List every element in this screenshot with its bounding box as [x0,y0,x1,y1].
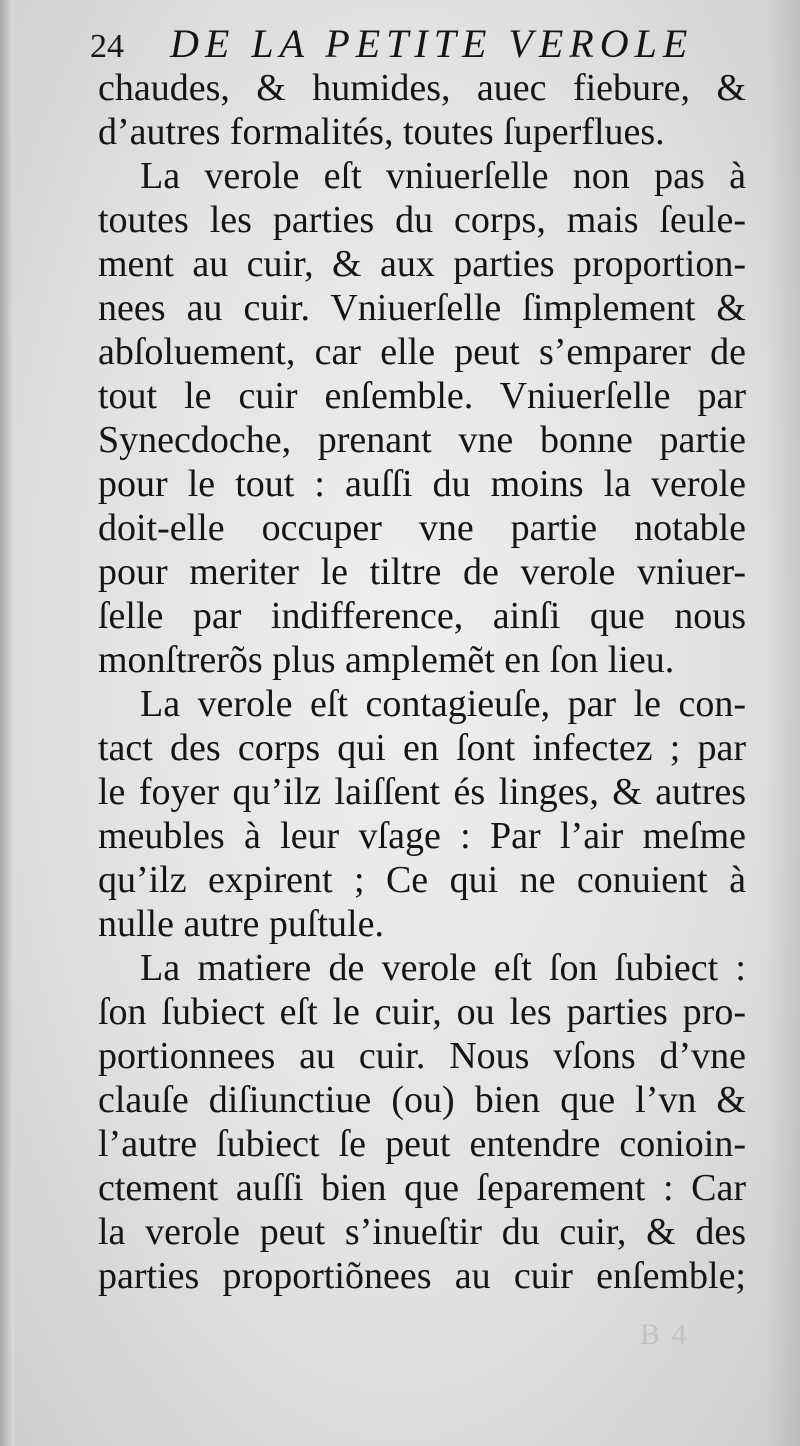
text-line: la verole peut s’inueſtir du cuir, & des [98,1211,746,1253]
text-line: La verole eſt vniuerſelle non pas à [140,155,746,197]
text-line: l’autre ſubiect ſe peut entendre conioin- [98,1123,746,1165]
text-line: nees au cuir. Vniuerſelle ſimplement & [98,287,746,329]
page-number: 24 [90,28,124,65]
text-line: doit-elle occuper vne partie notable [98,507,746,549]
text-line: ſelle par indifference, ainſi que nous [98,595,746,637]
text-line: La matiere de verole eſt ſon ſubiect : [140,947,746,989]
text-line: portionnees au cuir. Nous vſons d’vne [98,1035,746,1077]
page-gutter-shadow [0,0,14,1446]
text-line: d’autres formalités, toutes ſuperflues. [98,111,665,153]
text-line: meubles à leur vſage : Par l’air meſme [98,815,746,857]
text-line: abſoluement, car elle peut s’emparer de [98,331,746,373]
text-line: nulle autre puſtule. [98,903,384,945]
text-line: clauſe diſiunctiue (ou) bien que l’vn & [98,1079,746,1121]
body-text [98,66,746,1298]
text-line: tout le cuir enſemble. Vniuerſelle par [98,375,746,417]
text-line: Synecdoche, prenant vne bonne partie [98,419,746,461]
text-line: tact des corps qui en ſont infectez ; par [98,727,746,769]
text-line: monſtrerõs plus amplemẽt en ſon lieu. [98,639,675,681]
text-line: parties proportiõnees au cuir enſemble; [98,1255,746,1297]
text-line: toutes les parties du corps, mais ſeule- [98,199,746,241]
text-line: pour meriter le tiltre de verole vniuer- [98,551,746,593]
page-edge-shadow [766,0,800,1446]
text-line: pour le tout : auſſi du moins la verole [98,463,746,505]
text-line: ment au cuir, & aux parties proportion- [98,243,746,285]
text-line: ctement auſſi bien que ſeparement : Car [98,1167,746,1209]
text-line: qu’ilz expirent ; Ce qui ne conuient à [98,859,746,901]
running-title: DE LA PETITE VEROLE [170,21,694,66]
text-line: ſon ſubiect eſt le cuir, ou les parties pro- [98,991,746,1033]
page-header [90,20,740,70]
bleed-through-signature: B 4 [640,1318,689,1351]
text-line: chaudes, & humides, auec fiebure, & [98,67,746,109]
text-line: La verole eſt contagieuſe, par le con- [140,683,746,725]
text-line: le foyer qu’ilz laiſſent és linges, & autres [98,771,746,813]
